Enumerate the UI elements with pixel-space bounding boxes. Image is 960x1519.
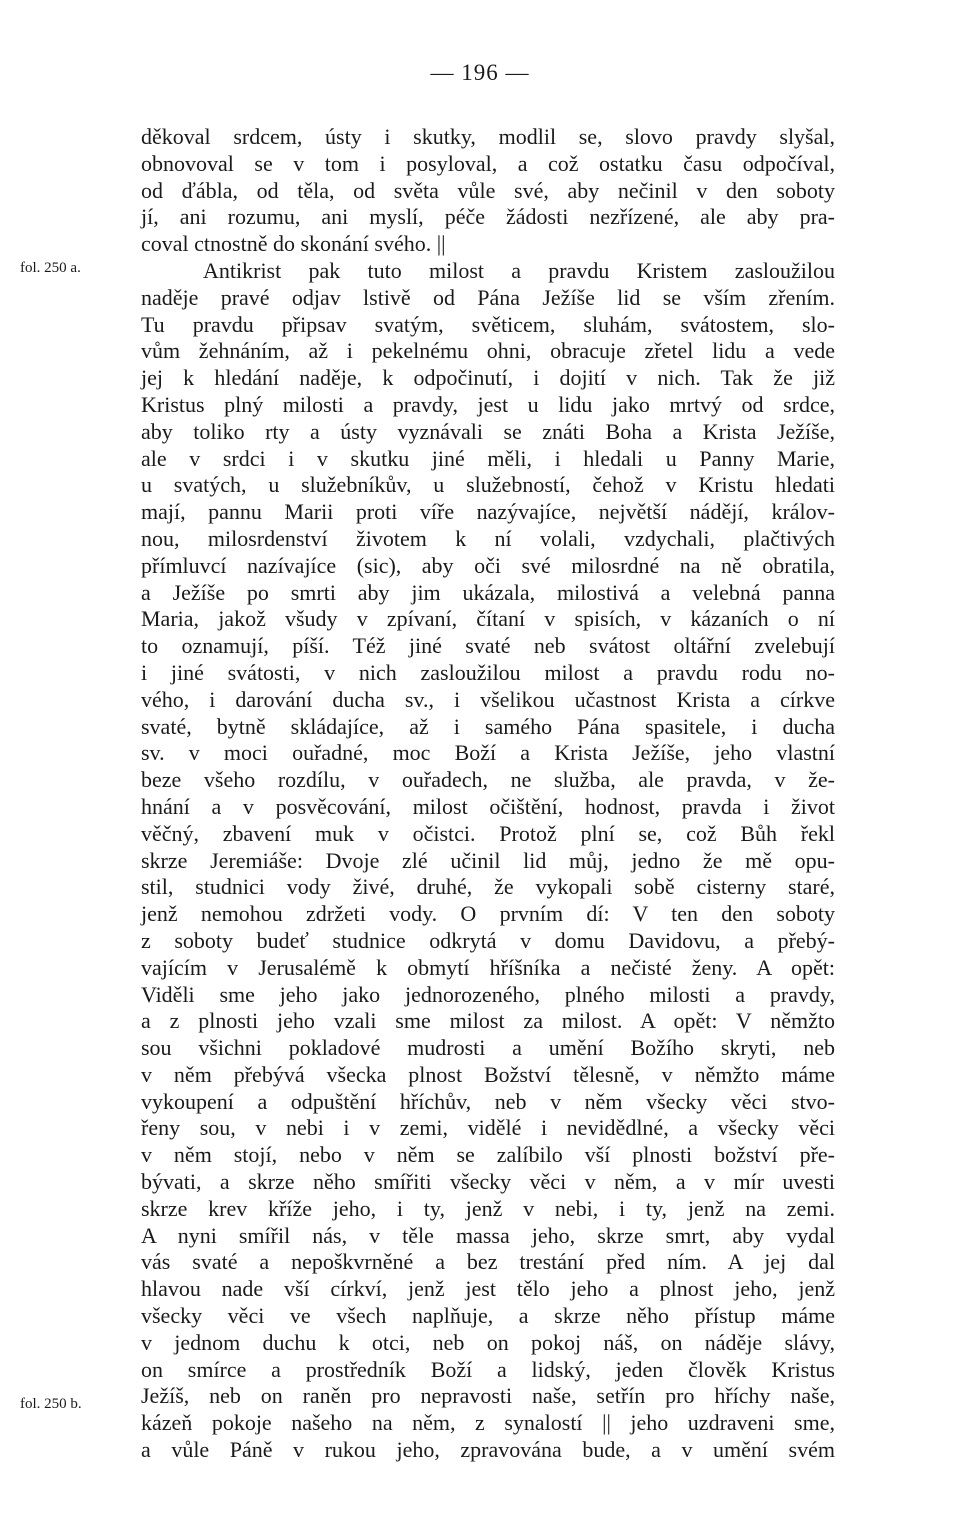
text-line: vajícím v Jerusalémě k obmytí hříšníka a nečisté ženy. A opět:: [141, 954, 835, 980]
text-line: v něm přebývá všecka plnost Božství tělesně, v němžto máme: [141, 1061, 835, 1087]
margin-note-folio-250a: fol. 250 a.: [20, 260, 81, 276]
text-line: jenž nemohou zdržeti vody. O prvním dí: V ten den soboty: [141, 901, 835, 927]
text-line: od ďábla, od těla, od světa vůle své, aby nečinil v den soboty: [141, 177, 835, 203]
text-line: sou všichni pokladové mudrosti a umění Božího skryti, neb: [141, 1035, 835, 1061]
text-line: Kristus plný milosti a pravdy, jest u lidu jako mrtvý od srdce,: [141, 391, 835, 417]
text-line: obnovoval se v tom i posyloval, a což ostatku času odpočíval,: [141, 150, 835, 176]
text-line: a z plnosti jeho vzali sme milost za milost. A opět: V němžto: [141, 1008, 835, 1034]
text-line: Viděli sme jeho jako jednorozeného, plného milosti a pravdy,: [141, 981, 835, 1007]
text-line: jej k hledání naděje, k odpočinutí, i dojití v nich. Tak že již: [141, 365, 835, 391]
text-line: řeny sou, v nebi i v zemi, vidělé i nevidědlné, a všecky věci: [141, 1115, 835, 1141]
text-line: to oznamují, píší. Též jiné svaté neb svátost oltářní zvelebují: [141, 633, 835, 659]
text-line: jí, ani rozumu, ani myslí, péče žádosti nezřízené, ale aby pra-: [141, 204, 835, 230]
text-line: beze všeho rozdílu, v ouřadech, ne služba, ale pravda, v že-: [141, 767, 835, 793]
text-line: nou, milosrdenství životem k ní volali, vzdychali, plačtivých: [141, 525, 835, 551]
text-line: on smírce a prostředník Boží a lidský, jeden člověk Kristus: [141, 1356, 835, 1382]
text-line: děkoval srdcem, ústy i skutky, modlil se, slovo pravdy slyšal,: [141, 124, 835, 149]
text-line: přímluvcí nazívajíce (sic), aby oči své milosrdné na ně obratila,: [141, 552, 835, 578]
text-line: a vůle Páně v rukou jeho, zpravována bude, a v umění svém: [141, 1437, 835, 1463]
text-line: svaté, bytně skládajíce, až i samého Pána spasitele, i ducha: [141, 713, 835, 739]
text-line: Tu pravdu připsav svatým, světicem, sluhám, svátostem, slo-: [141, 311, 835, 337]
text-line: vého, i darování ducha sv., i všelikou učastnost Krista a církve: [141, 686, 835, 712]
text-line: mají, pannu Marii proti víře nazývajíce, největší nádějí, králov-: [141, 499, 835, 525]
text-line: Ježíš, neb on raněn pro nepravosti naše, setřín pro hříchy naše,: [141, 1383, 835, 1409]
text-line: z soboty budeť studnice odkrytá v domu Davidovu, a přebý-: [141, 927, 835, 953]
body-text: [141, 124, 835, 1464]
text-line: sv. v moci ouřadné, moc Boží a Krista Ježíše, jeho vlastní: [141, 740, 835, 766]
text-line: vykoupení a odpuštění hříchův, neb v něm všecky věci stvo-: [141, 1088, 835, 1114]
text-line: skrze krev kříže jeho, i ty, jenž v nebi, i ty, jenž na zemi.: [141, 1195, 835, 1221]
text-line: hlavou nade vší církví, jenž jest tělo jeho a plnost jeho, jenž: [141, 1276, 835, 1302]
text-line: vás svaté a nepoškvrněné a bez trestání před ním. A jej dal: [141, 1249, 835, 1275]
text-line: hnání a v posvěcování, milost očištění, hodnost, pravda i život: [141, 793, 835, 819]
text-line: stil, studnici vody živé, druhé, že vykopali sobě cisterny staré,: [141, 874, 835, 900]
text-line: a Ježíše po smrti aby jim ukázala, milostivá a velebná panna: [141, 579, 835, 605]
text-line: Maria, jakož všudy v zpívaní, čítaní v spisích, v kázaních o ní: [141, 606, 835, 632]
text-line: u svatých, u služebníkův, u služebností, čehož v Kristu hledati: [141, 472, 835, 498]
text-line: coval ctnostně do skonání svého. ||: [141, 231, 446, 257]
text-line: v něm stojí, nebo v něm se zalíbilo vší plnosti božství pře-: [141, 1142, 835, 1168]
text-line: bývati, a skrze něho smířiti všecky věci v něm, a v mír uvesti: [141, 1169, 835, 1195]
text-line: všecky věci ve všech naplňuje, a skrze něho přístup máme: [141, 1303, 835, 1329]
text-line: naděje pravé odjav lstivě od Pána Ježíše lid se vším zřením.: [141, 284, 835, 310]
text-line: i jiné svátosti, v nich zasloužilou milost a pravdu rodu no-: [141, 659, 835, 685]
text-line: A nyni smířil nás, v těle massa jeho, skrze smrt, aby vydal: [141, 1222, 835, 1248]
text-line: skrze Jeremiáše: Dvoje zlé učinil lid můj, jedno že mě opu-: [141, 847, 835, 873]
page-number: — 196 —: [430, 60, 530, 85]
text-line: aby toliko rty a ústy vyznávali se znáti Boha a Krista Ježíše,: [141, 418, 835, 444]
margin-note-folio-250b: fol. 250 b.: [20, 1396, 82, 1412]
text-line: vům žehnáním, až i pekelnému ohni, obracuje zřetel lidu a vede: [141, 338, 835, 364]
text-line: ale v srdci i v skutku jiné měli, i hledali u Panny Marie,: [141, 445, 835, 471]
text-line: kázeň pokoje našeho na něm, z synalostí || jeho uzdraveni sme,: [141, 1410, 835, 1436]
text-line: věčný, zbavení muk v očistci. Protož plní se, což Bůh řekl: [141, 820, 835, 846]
text-line: v jednom duchu k otci, neb on pokoj náš, on náděje slávy,: [141, 1329, 835, 1355]
paragraph-start-line: Antikrist pak tuto milost a pravdu Kristem zasloužilou: [203, 257, 835, 283]
